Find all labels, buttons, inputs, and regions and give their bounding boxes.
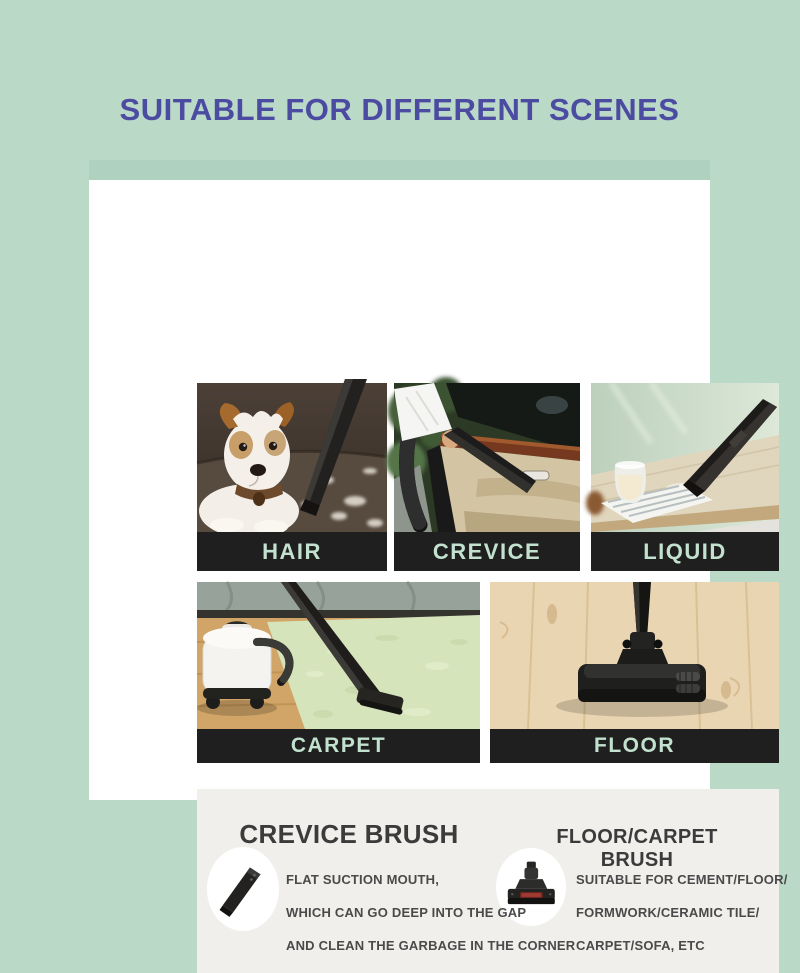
page-title: SUITABLE FOR DIFFERENT SCENES <box>119 92 680 127</box>
scene-label-hair: HAIR <box>262 538 322 564</box>
content-card <box>89 180 788 953</box>
liquid-scene-photo <box>591 383 779 571</box>
scene-tile-hair <box>197 383 387 571</box>
card-top-accent-band <box>89 160 710 181</box>
milk-spill-photo <box>591 383 779 532</box>
scene-label-bar <box>197 729 480 763</box>
crevice-brush-heading: CREVICE BRUSH <box>239 819 459 849</box>
floor-carpet-brush-heading: FLOOR/CARPET BRUSH <box>556 826 718 871</box>
car-crevice-photo <box>394 383 580 532</box>
scene-tile-carpet <box>197 582 480 763</box>
floor-brush-photo <box>490 582 779 729</box>
carpet-vacuum-photo <box>197 582 480 729</box>
crevice-brush-line-2: WHICH CAN GO DEEP INTO THE GAP <box>286 905 527 920</box>
scene-label-liquid: LIQUID <box>643 538 727 564</box>
scene-label-floor: FLOOR <box>594 734 675 757</box>
scene-label-crevice: CREVICE <box>432 538 542 564</box>
crevice-brush-line-3: AND CLEAN THE GARBAGE IN THE CORNER <box>286 938 576 953</box>
crevice-nozzle-icon <box>215 856 271 922</box>
scene-label-bar <box>591 532 779 571</box>
scene-label-bar <box>490 729 779 763</box>
floor-carpet-brush-line-1: SUITABLE FOR CEMENT/FLOOR/ <box>576 872 788 887</box>
scene-label-bar <box>394 532 580 571</box>
scene-tile-floor <box>490 582 779 763</box>
floor-carpet-brush-line-3: CARPET/SOFA, ETC <box>576 938 705 953</box>
scene-tile-crevice <box>394 383 580 571</box>
crevice-brush-line-1: FLAT SUCTION MOUTH, <box>286 872 440 887</box>
crevice-brush-badge <box>207 847 279 931</box>
floor-carpet-brush-line-2: FORMWORK/CERAMIC TILE/ <box>576 905 760 920</box>
brush-info-panel <box>197 789 788 973</box>
scene-label-bar <box>197 532 387 571</box>
scene-label-carpet: CARPET <box>290 734 387 757</box>
dog-hair-photo <box>197 383 387 532</box>
